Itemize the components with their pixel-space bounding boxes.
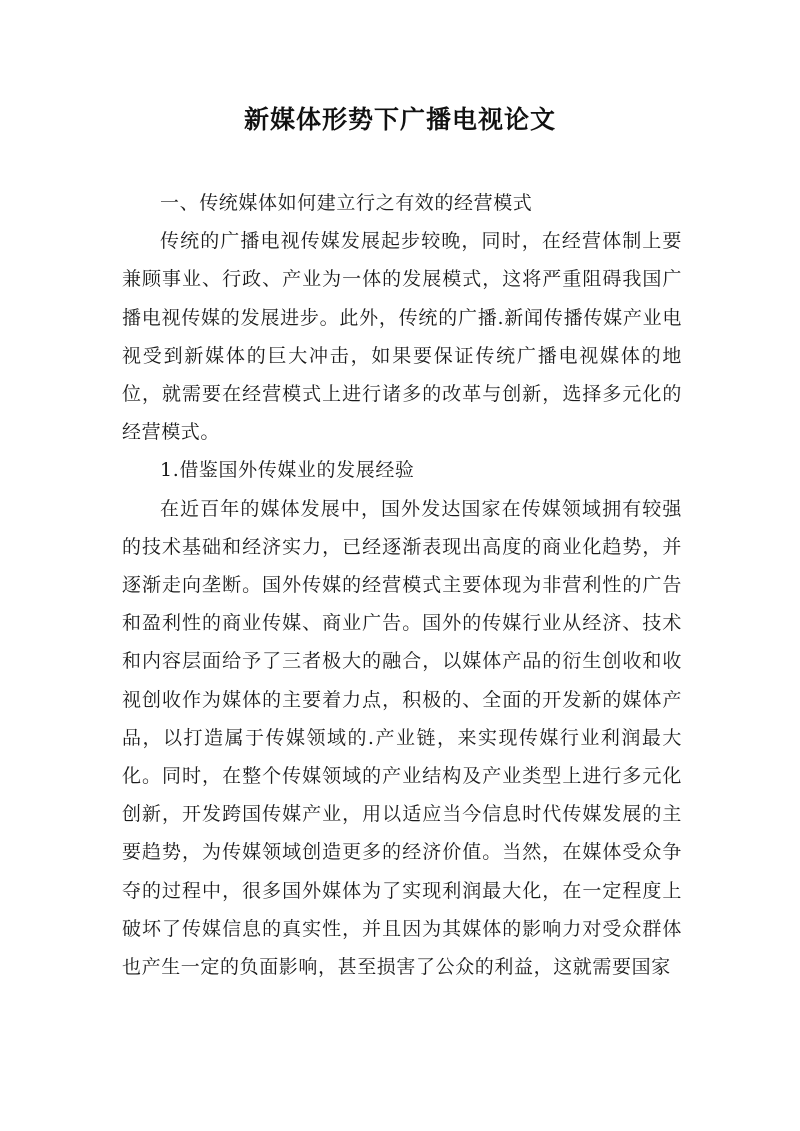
document-body	[122, 184, 682, 986]
body-paragraph: 传统的广播电视传媒发展起步较晚，同时，在经营体制上要兼顾事业、行政、产业为一体的发展模式，这将严重阻碍我国广播电视传媒的发展进步。此外，传统的广播.新闻传播传媒产业电视受到新媒体的巨大冲击，如果要保证传统广播电视媒体的地位，就需要在经营模式上进行诸多的改革与创新，选择多元化的经营模式。	[122, 230, 682, 444]
body-paragraph: 在近百年的媒体发展中，国外发达国家在传媒领域拥有较强的技术基础和经济实力，已经逐渐表现出高度的商业化趋势，并逐渐走向垄断。国外传媒的经营模式主要体现为非营利性的广告和盈利性的商业传媒、商业广告。国外的传媒行业从经济、技术和内容层面给予了三者极大的融合，以媒体产品的衍生创收和收视创收作为媒体的主要着力点，积极的、全面的开发新的媒体产品，以打造属于传媒领域的.产业链，来实现传媒行业利润最大化。同时，在整个传媒领域的产业结构及产业类型上进行多元化创新，开发跨国传媒产业，用以适应当今信息时代传媒发展的主要趋势，为传媒领域创造更多的经济价值。当然，在媒体受众争夺的过程中，很多国外媒体为了实现利润最大化，在一定程度上破坏了传媒信息的真实性，并且因为其媒体的影响力对受众群体也产生一定的负面影响，甚至损害了公众的利益，这就需要国家	[122, 497, 682, 979]
section-heading: 一、传统媒体如何建立行之有效的经营模式	[160, 192, 533, 214]
document-title: 新媒体形势下广播电视论文	[243, 105, 556, 134]
subsection-heading: 1.借鉴国外传媒业的发展经验	[160, 459, 415, 482]
